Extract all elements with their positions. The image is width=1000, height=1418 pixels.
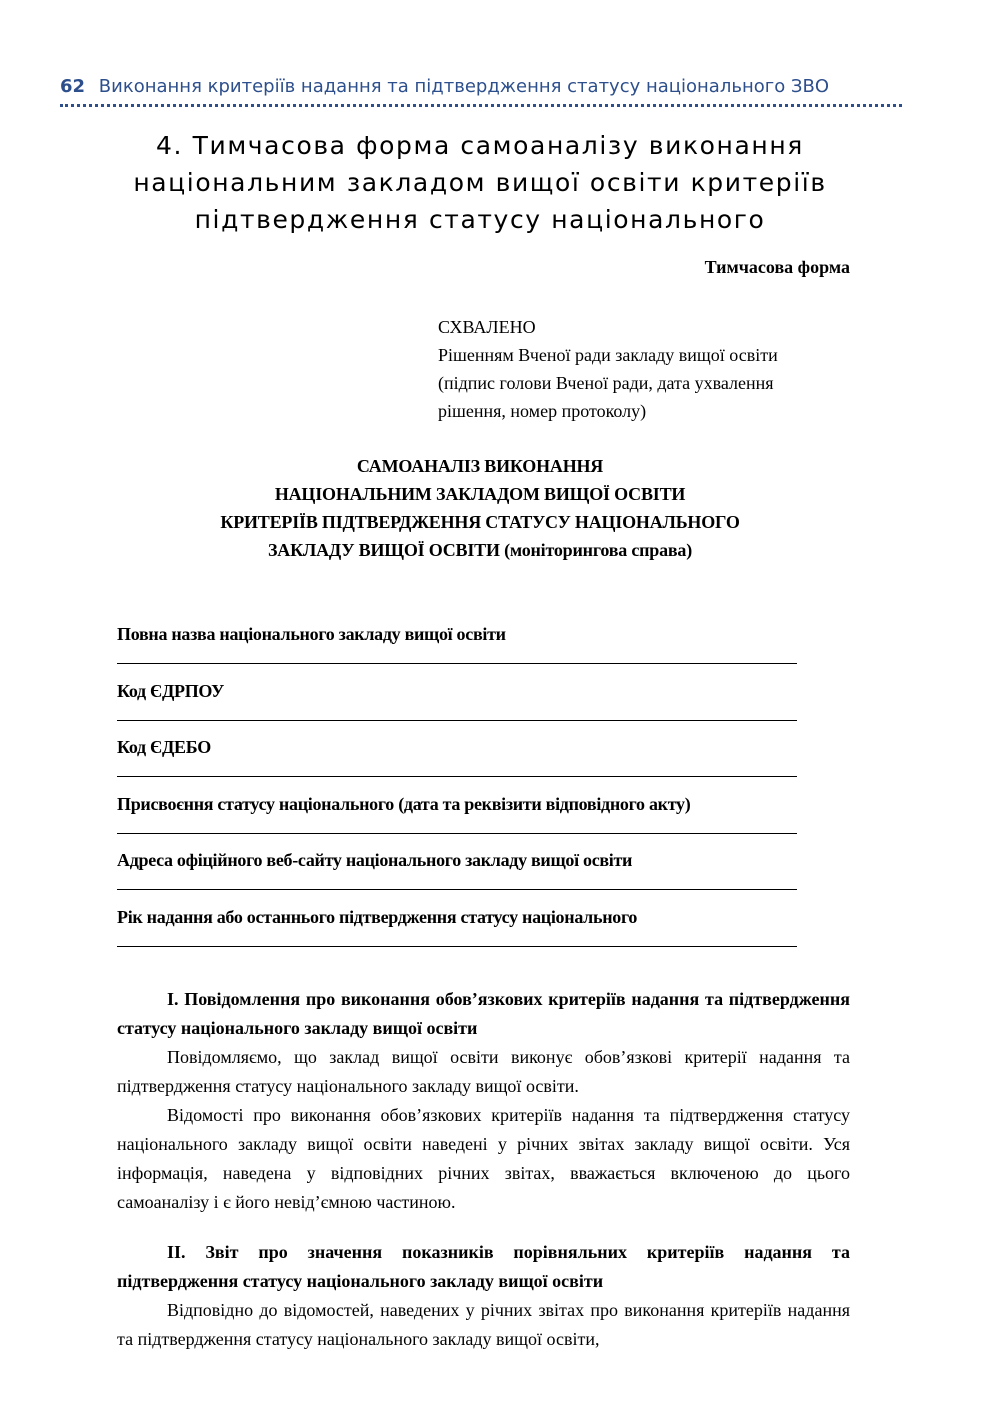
paragraph: Відомості про виконання обов’язкових критеріїв надання та підтвердження статусу національного закладу вищої освіти наведені у річних звітах закладу вищої освіти. Уся інформація, наведена у відповідних річних звітах, вважається включеною до цього самоаналізу і є його невід’ємною частиною. bbox=[117, 1105, 850, 1212]
form-field-status-year bbox=[117, 904, 837, 961]
section-title-line: 4. Тимчасова форма самоаналізу виконання bbox=[156, 131, 804, 160]
field-label: Код ЄДЕБО bbox=[117, 737, 211, 758]
document-title-line: НАЦІОНАЛЬНИМ ЗАКЛАДОМ ВИЩОЇ ОСВІТИ bbox=[274, 484, 686, 504]
field-label: Код ЄДРПОУ bbox=[117, 680, 225, 701]
approval-block bbox=[438, 313, 858, 425]
form-field-edebo-code bbox=[117, 734, 837, 791]
approval-line: СХВАЛЕНО bbox=[438, 317, 536, 337]
approval-line: Рішенням Вченої ради закладу вищої освіти bbox=[438, 345, 778, 365]
field-label: Присвоєння статусу національного (дата та реквізити відповідного акту) bbox=[117, 793, 691, 814]
field-label: Адреса офіційного веб-сайту національного закладу вищої освіти bbox=[117, 850, 633, 871]
page-number: 62 bbox=[60, 76, 86, 97]
approval-line: рішення, номер протоколу) bbox=[438, 401, 647, 421]
field-blank-line[interactable] bbox=[117, 889, 797, 890]
field-label: Повна назва національного закладу вищої освіти bbox=[117, 624, 506, 644]
form-field-status-assignment bbox=[117, 791, 837, 848]
running-header-text: Виконання критеріїв надання та підтвердження статусу національного ЗВО bbox=[98, 76, 829, 97]
field-blank-line[interactable] bbox=[117, 776, 797, 777]
paragraph: Повідомляємо, що заклад вищої освіти виконує обов’язкові критерії надання та підтвердження статусу національного закладу вищої освіти. bbox=[117, 1047, 850, 1096]
field-blank-line[interactable] bbox=[117, 663, 797, 664]
document-title-note: (моніторингова справа) bbox=[504, 540, 693, 560]
document-title-line: САМОАНАЛІЗ ВИКОНАННЯ bbox=[356, 456, 604, 476]
field-label: Рік надання або останнього підтвердження статусу національного bbox=[117, 906, 638, 927]
section-title-line: підтвердження статусу національного bbox=[194, 205, 766, 234]
document-title-line: КРИТЕРІЇВ ПІДТВЕРДЖЕННЯ СТАТУСУ НАЦІОНАЛЬНОГО bbox=[220, 512, 740, 532]
section-title bbox=[80, 127, 880, 238]
field-blank-line[interactable] bbox=[117, 833, 797, 834]
document-title-line bbox=[150, 536, 810, 564]
section-mandatory-criteria bbox=[117, 985, 850, 1217]
section-title-line: національним закладом вищої освіти критеріїв bbox=[133, 168, 827, 197]
section-comparative-criteria bbox=[117, 1238, 850, 1354]
form-label: Тимчасова форма bbox=[704, 257, 850, 277]
section-heading: I. Повідомлення про виконання обов’язкових критеріїв надання та підтвердження статусу національного закладу вищої освіти bbox=[117, 989, 850, 1038]
form-field-website-address bbox=[117, 847, 837, 904]
form-field-edrpou-code bbox=[117, 678, 837, 735]
field-blank-line[interactable] bbox=[117, 720, 797, 721]
form-field-institution-name bbox=[117, 621, 837, 678]
document-title-main: ЗАКЛАДУ ВИЩОЇ ОСВІТИ bbox=[267, 540, 500, 560]
form-fields bbox=[117, 621, 837, 961]
field-blank-line[interactable] bbox=[117, 946, 797, 947]
section-heading: II. Звіт про значення показників порівняльних критеріїв надання та підтвердження статусу національного закладу вищої освіти bbox=[117, 1242, 850, 1291]
approval-line: (підпис голови Вченої ради, дата ухвалення bbox=[438, 373, 774, 393]
document-title bbox=[150, 452, 810, 564]
header-dotted-rule bbox=[60, 104, 902, 107]
paragraph: Відповідно до відомостей, наведених у річних звітах про виконання критеріїв надання та підтвердження статусу національного закладу вищої освіти, bbox=[117, 1300, 850, 1349]
running-header bbox=[60, 76, 902, 106]
